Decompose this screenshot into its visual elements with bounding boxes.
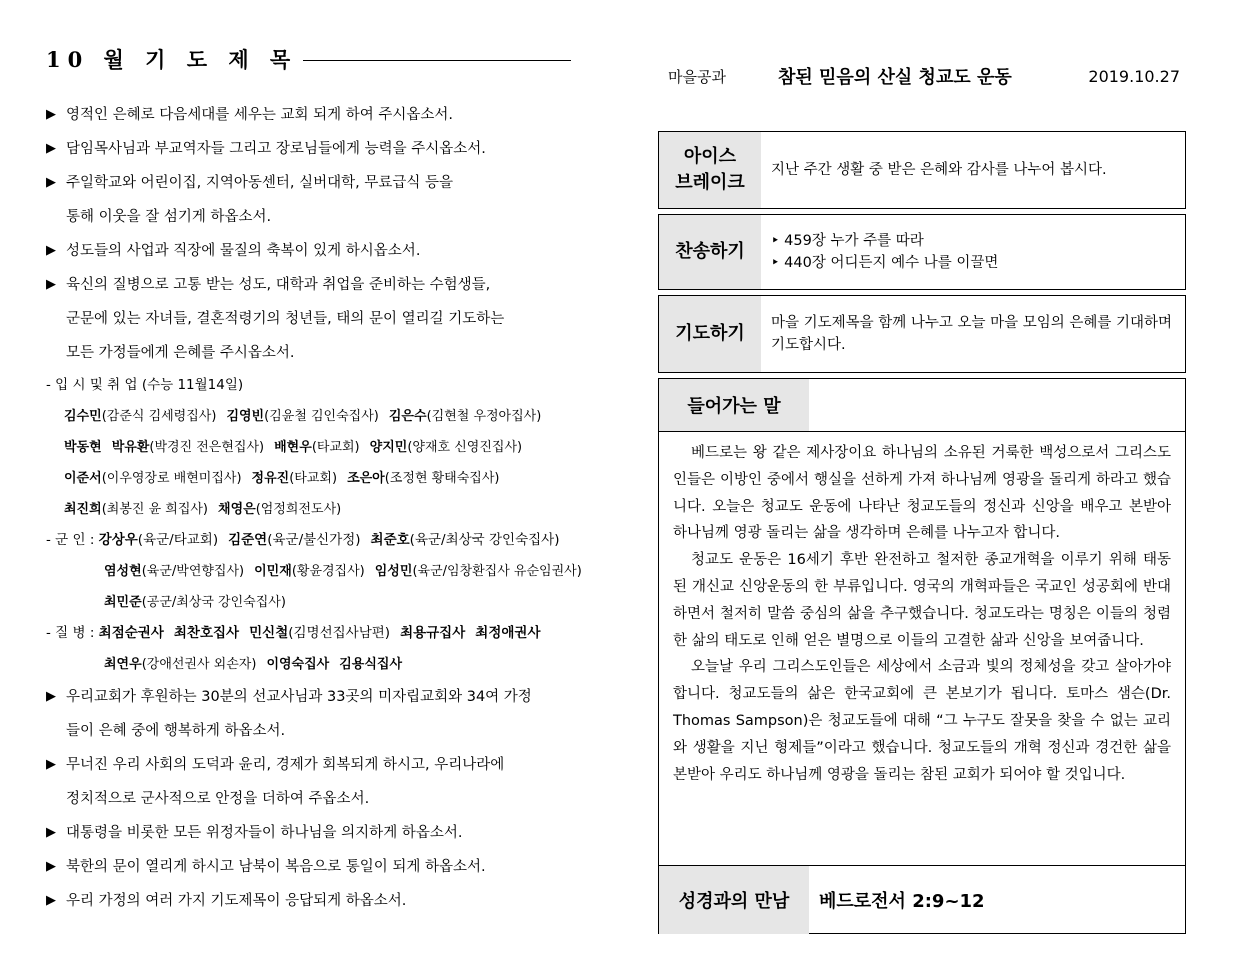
hymn-item: ‣ 440장 어디든지 예수 나를 이끌면 <box>771 255 999 271</box>
person-name: 최진희 <box>64 502 102 517</box>
person-name: 조은아 <box>347 471 385 486</box>
name-line <box>46 401 571 432</box>
prayer-text: 마을 기도제목을 함께 나누고 오늘 마을 모임의 은혜를 기대하며 기도합시다. <box>771 315 1173 353</box>
person-family: (최봉진 윤 희집사) <box>101 502 209 517</box>
person-family: (공군/최상국 강인숙집사) <box>141 595 286 610</box>
sick-names <box>46 649 571 680</box>
intro-paragraph: 베드로는 왕 같은 제사장이요 하나님의 소유된 거룩한 백성으로서 그리스도인들은 이방인 중에서 행실을 선하게 가져 하나님께 영광을 돌리게 하라고 했습니다. 오늘은 청교도 운동에 나타난 청교도들의 정신과 신앙을 배우고 본받아 하나님께 영광 돌리는 삶을 생각하며 은혜를 나누고자 합니다. <box>673 445 1171 542</box>
person-name: 양지민 <box>369 440 408 455</box>
bible-row <box>659 866 1185 934</box>
person-family: (김윤철 김인숙집사) <box>264 409 379 424</box>
person-family: (조정현 황태숙집사) <box>384 471 500 486</box>
prayer-item-continuation: 모든 가정들에게 은혜를 주시옵소서. <box>66 345 295 361</box>
person-name: 이준서 <box>64 471 102 486</box>
intro-label: 들어가는 말 <box>659 379 809 431</box>
icebreak-box <box>658 131 1186 209</box>
person-name: 정유진 <box>251 471 290 486</box>
prayer-item: ▶ 주일학교와 어린이집, 지역아동센터, 실버대학, 무료급식 등을 <box>46 166 571 200</box>
person-family: (박경진 전은현집사) <box>149 440 265 455</box>
person-family: (육군/임창환집사 유순임권사) <box>412 564 582 579</box>
person-name: 김수민 <box>64 409 102 424</box>
person-name: 최용규집사 <box>400 625 466 641</box>
person-family: (김현철 우정아집사) <box>426 409 542 424</box>
person-name: 이민재 <box>254 564 292 579</box>
prayer-label: 기도하기 <box>659 296 761 372</box>
triangle-bullet-icon: ▶ <box>46 141 56 156</box>
person-name: 최점순권사 <box>98 625 164 641</box>
icebreak-label: 아이스 브레이크 <box>659 132 761 208</box>
person-family: (타교회) <box>311 440 360 455</box>
intro-header <box>659 379 1185 432</box>
person-name: 임성민 <box>374 564 413 579</box>
prayer-item: ▶ 우리교회가 후원하는 30분의 선교사님과 33곳의 미자립교회와 34여 가정 <box>46 680 571 714</box>
person-name: 최정애권사 <box>475 625 541 641</box>
person-name: 김영빈 <box>226 409 265 424</box>
hymn-list <box>761 215 1185 289</box>
person-family: (감준식 김세령집사) <box>101 409 217 424</box>
lesson-group: 마을공과 <box>668 67 726 86</box>
hymn-box <box>658 214 1186 290</box>
person-name: 이영숙집사 <box>266 657 330 672</box>
prayer-item: ▶ 우리 가정의 여러 가지 기도제목이 응답되게 하옵소서. <box>46 884 571 918</box>
intro-paragraph: 청교도 운동은 16세기 후반 완전하고 철저한 종교개혁을 이루기 위해 태동된 개신교 신앙운동의 한 부류입니다. 영국의 개혁파들은 국교인 성공회에 반대하면서 철저히 말씀 중심의 삶을 추구했습니다. 청교도라는 명칭은 이들의 청렴한 삶의 태도로 인해 얻은 별명으로 이들의 고결한 삶과 신앙을 보여줍니다. <box>673 552 1171 649</box>
name-line <box>46 649 571 680</box>
prayer-box <box>658 295 1186 373</box>
person-family: (김명선집사남편) <box>288 625 391 641</box>
prayer-item: ▶ 무너진 우리 사회의 도덕과 윤리, 경제가 회복되게 하시고, 우리나라에 <box>46 748 571 782</box>
person-family: (황윤경집사) <box>291 564 365 579</box>
triangle-bullet-icon: ▶ <box>46 859 56 874</box>
person-name: 박유환 <box>111 440 150 455</box>
prayer-list <box>46 98 582 918</box>
triangle-bullet-icon: ▶ <box>46 243 56 258</box>
prayer-item: ▶ 북한의 문이 열리게 하시고 남북이 복음으로 통일이 되게 하옵소서. <box>46 850 571 884</box>
prayer-item: ▶ 영적인 은혜로 다음세대를 세우는 교회 되게 하여 주시옵소서. <box>46 98 571 132</box>
sick-section: - 질 병 : 최점순권사 최찬호집사 민신철(김명선집사남편) 최용규집사 최정애권사 <box>46 625 541 641</box>
prayer-item-continuation: 통해 이웃을 잘 섬기게 하옵소서. <box>66 209 272 225</box>
prayer-item-continuation: 들이 은혜 중에 행복하게 하옵소서. <box>66 723 286 739</box>
person-family: (양재호 신영진집사) <box>407 440 523 455</box>
person-family: (육군/불신가정) <box>267 532 361 548</box>
lesson-date: 2019.10.27 <box>1088 66 1180 86</box>
person-name: 염성현 <box>104 564 142 579</box>
person-name: 채영은 <box>218 502 256 517</box>
name-line <box>46 587 571 618</box>
triangle-bullet-icon: ▶ <box>46 689 56 704</box>
prayer-topics-column <box>46 40 582 918</box>
triangle-bullet-icon: ▶ <box>46 825 56 840</box>
person-family: (이우영장로 배현미집사) <box>101 471 242 486</box>
person-name: 강상우 <box>98 532 138 548</box>
prayer-item: ▶ 대통령을 비롯한 모든 위정자들이 하나님을 의지하게 하옵소서. <box>46 816 571 850</box>
lesson-topic: 참된 믿음의 산실 청교도 운동 <box>778 67 1012 88</box>
intro-paragraph: 오늘날 우리 그리스도인들은 세상에서 소금과 빛의 정체성을 갖고 살아가야 합니다. 청교도들의 삶은 한국교회에 큰 본보기가 됩니다. 토마스 샘슨(Dr. Thomas Sampson)은 청교도들에 대해 “그 누구도 잘못을 찾을 수 없는 교리와 생활을 지닌 형제들”이라고 했습니다. 청교도들의 개혁 정신과 경건한 삶을 본받아 우리도 하나님께 영광을 돌리는 참된 교회가 되어야 할 것입니다. <box>673 659 1171 783</box>
person-family: (육군/타교회) <box>137 532 219 548</box>
person-name: 최찬호집사 <box>173 625 240 641</box>
intro-box <box>658 378 1186 934</box>
hymn-label: 찬송하기 <box>659 215 761 289</box>
icebreak-text: 지난 주간 생활 중 받은 은혜와 감사를 나누어 봅시다. <box>771 162 1107 178</box>
prayer-item: ▶ 성도들의 사업과 직장에 물질의 축복이 있게 하시옵소서. <box>46 234 571 268</box>
exam-section-heading: - 입 시 및 취 업 (수능 11월14일) <box>46 377 244 393</box>
person-family: (육군/최상국 강인숙집사) <box>409 532 560 548</box>
prayer-item: ▶ 담임목사님과 부교역자들 그리고 장로님들에게 능력을 주시옵소서. <box>46 132 571 166</box>
person-name: 김준연 <box>228 532 268 548</box>
exam-names <box>46 401 571 525</box>
bible-reference: 베드로전서 2:9~12 <box>819 891 985 912</box>
person-name: 배현우 <box>274 440 312 455</box>
person-family: (강애선권사 외손자) <box>141 657 257 672</box>
lesson-header <box>668 58 1180 94</box>
person-name: 김용식집사 <box>339 657 403 672</box>
military-names <box>46 556 582 618</box>
triangle-bullet-icon: ▶ <box>46 757 56 772</box>
prayer-item: ▶ 육신의 질병으로 고통 받는 성도, 대학과 취업을 준비하는 수험생들, <box>46 268 571 302</box>
title-rule <box>303 60 571 61</box>
person-name: 최연우 <box>104 657 142 672</box>
prayer-topics-title: 10 월 기 도 제 목 <box>46 47 298 72</box>
name-line <box>46 463 571 494</box>
intro-body <box>659 432 1185 866</box>
hymn-item: ‣ 459장 누가 주를 따라 <box>771 233 924 249</box>
name-line <box>46 432 571 463</box>
triangle-bullet-icon: ▶ <box>46 893 56 908</box>
bible-label: 성경과의 만남 <box>659 866 809 934</box>
prayer-topics-header <box>46 40 571 78</box>
person-name: 김은수 <box>388 409 427 424</box>
person-family: (엄정희전도사) <box>255 502 342 517</box>
prayer-item-continuation: 군문에 있는 자녀들, 결혼적령기의 청년들, 태의 문이 열리길 기도하는 <box>66 311 505 327</box>
triangle-bullet-icon: ▶ <box>46 277 56 292</box>
triangle-bullet-icon: ▶ <box>46 107 56 122</box>
person-name: 박동현 <box>64 440 102 455</box>
name-line <box>46 494 571 525</box>
prayer-item-continuation: 정치적으로 군사적으로 안정을 더하여 주옵소서. <box>66 791 370 807</box>
person-name: 민신철 <box>249 625 289 641</box>
person-name: 최민준 <box>104 595 142 610</box>
name-line <box>46 556 582 587</box>
military-section: - 군 인 : 강상우(육군/타교회) 김준연(육군/불신가정) 최준호(육군/최상국 강인숙집사) <box>46 532 560 548</box>
person-name: 최준호 <box>370 532 410 548</box>
person-family: (육군/박연향집사) <box>141 564 245 579</box>
triangle-bullet-icon: ▶ <box>46 175 56 190</box>
person-family: (타교회) <box>289 471 338 486</box>
